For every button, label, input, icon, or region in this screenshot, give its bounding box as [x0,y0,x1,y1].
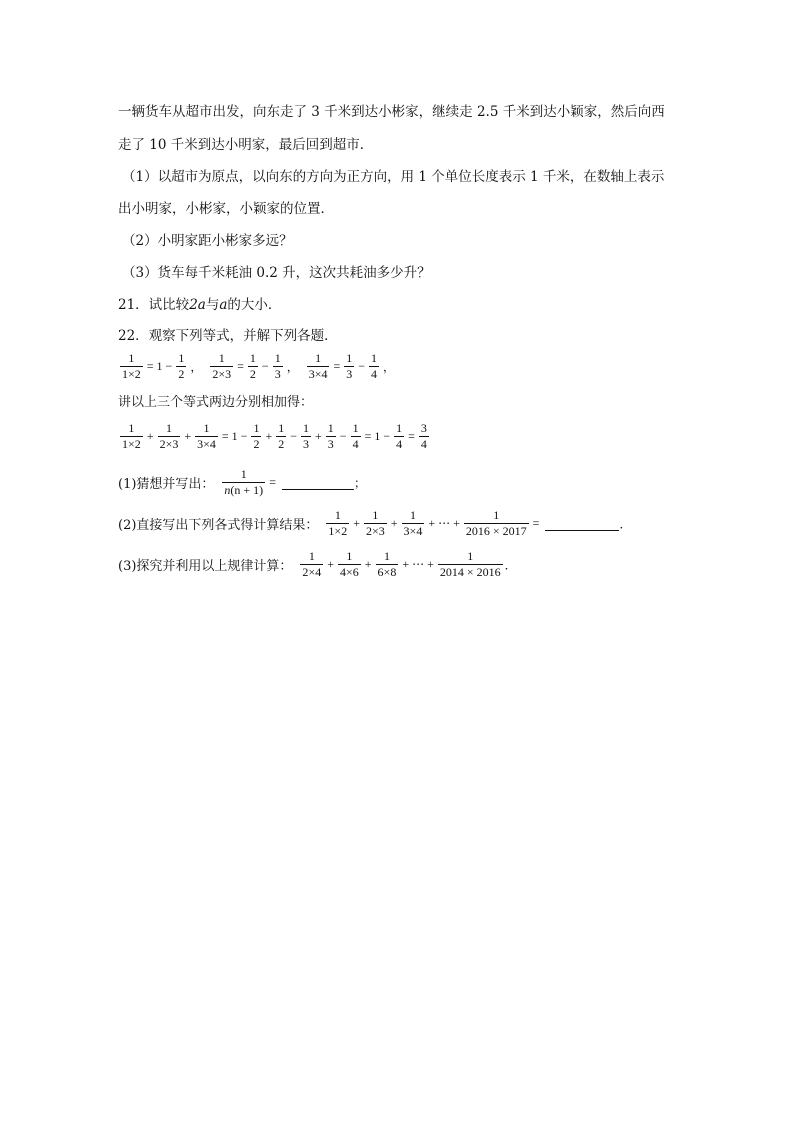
fraction: $\frac{1}{4}$ [396,421,403,451]
q21-prefix: 21．试比较 [118,297,190,313]
fraction: $\frac{1}{2\times 3}$ [212,351,232,381]
answer-blank-1[interactable] [282,475,354,490]
fraction: $\frac{1}{2}$ [249,351,256,381]
observed-equations-row: $\frac{1}{1\times 2}$ = 1 − $\frac{1}{2}$ ， $\frac{1}{2\times 3}$ = $\frac{1}{2}$ − $\frac{1}{3}$ ， $\frac{1}{3\times 4}$ = $\frac{1}{3}$ − $\frac{1}{4}$ ， [122,351,396,381]
fraction: $\frac{1}{2\times 4}$ [302,549,322,579]
part-2-label: (2)直接写出下列各式得计算结果： [118,518,319,533]
fraction: $\frac{1}{n(n + 1)}$ [224,467,264,497]
question-21 [118,295,281,315]
fraction: $\frac{3}{4}$ [420,421,427,451]
fraction: $\frac{1}{2\times 3}$ [159,421,179,451]
part-2-row: (2)直接写出下列各式得计算结果： $\frac{1}{1\times 2}$ + $\frac{1}{2\times 3}$ + $\frac{1}{3\times 4}$ + ⋯ + $\frac{1}{2016 \times 2017}$ = ． [118,508,632,538]
fraction: $\frac{1}{3\times 4}$ [308,351,328,381]
fraction: $\frac{1}{2}$ [278,421,285,451]
q21-middle: 与 [205,297,220,313]
question-22-title: 22．观察下列等式，并解下列各题． [118,328,338,344]
fraction: $\frac{1}{2}$ [253,421,260,451]
fraction: $\frac{1}{3\times 4}$ [403,508,423,538]
sub-question-3: （3）货车每千米耗油 0.2 升，这次共耗油多少升？ [122,265,431,281]
fraction: $\frac{1}{3}$ [303,421,310,451]
fraction: $\frac{1}{3}$ [327,421,334,451]
sub-question-1-line1: （1）以超市为原点，以向东的方向为正方向，用 1 个单位长度表示 1 千米，在数轴上表示 [122,169,665,185]
sub-question-1-line2: 出小明家，小彬家，小颖家的位置． [118,201,334,217]
fraction: $\frac{1}{3}$ [346,351,353,381]
q21-expr-2a: 2a [189,297,206,313]
fraction: $\frac{1}{1\times 2}$ [328,508,348,538]
fraction: $\frac{1}{2016 \times 2017}$ [465,508,527,538]
fraction: $\frac{1}{2\times 3}$ [365,508,385,538]
fraction: $\frac{1}{3\times 4}$ [197,421,216,451]
fraction: $\frac{1}{1\times 2}$ [122,421,141,451]
part-3-row: (3)探究并利用以上规律计算： $\frac{1}{2\times 4}$ + $\frac{1}{4\times 6}$ + $\frac{1}{6\times 8}$ + ⋯ + $\frac{1}{2014 \times 2016}$ ． [118,549,517,579]
q21-expr-a: a [219,297,228,313]
part-3-label: (3)探究并利用以上规律计算： [118,559,293,574]
fraction: $\frac{1}{3}$ [274,351,281,381]
answer-blank-2[interactable] [545,516,619,531]
fraction: $\frac{1}{2014 \times 2016}$ [439,549,501,579]
fraction: $\frac{1}{4\times 6}$ [339,549,359,579]
part-1-row: (1)猜想并写出： $\frac{1}{n(n + 1)}$ = ； [118,467,366,497]
problem-intro-line1: 一辆货车从超市出发，向东走了 3 千米到达小彬家，继续走 2.5 千米到达小颖家，然后向西 [118,104,665,120]
q21-suffix: 的大小． [227,297,282,313]
sum-intro: 讲以上三个等式两边分别相加得： [118,395,314,410]
part-1-label: (1)猜想并写出： [118,477,215,492]
fraction: $\frac{1}{6\times 8}$ [377,549,397,579]
fraction: $\frac{1}{2}$ [178,351,185,381]
problem-intro-line2: 走了 10 千米到达小明家，最后回到超市． [118,137,374,153]
summed-equation-row: $\frac{1}{1\times 2}$ + $\frac{1}{2\times 3}$ + $\frac{1}{3\times 4}$ = 1 − $\frac{1}{2}$ + $\frac{1}{2}$ − $\frac{1}{3}$ + $\frac{1}{3}$ − $\frac{1}{4}$ = 1 − $\frac{1}{4}$ = $\frac{3}{4}$ [122,421,427,451]
fraction: $\frac{1}{1\times 2}$ [122,351,141,381]
sub-question-2: （2）小明家距小彬家多远？ [122,233,293,249]
fraction: $\frac{1}{4}$ [371,351,378,381]
fraction: $\frac{1}{4}$ [352,421,359,451]
